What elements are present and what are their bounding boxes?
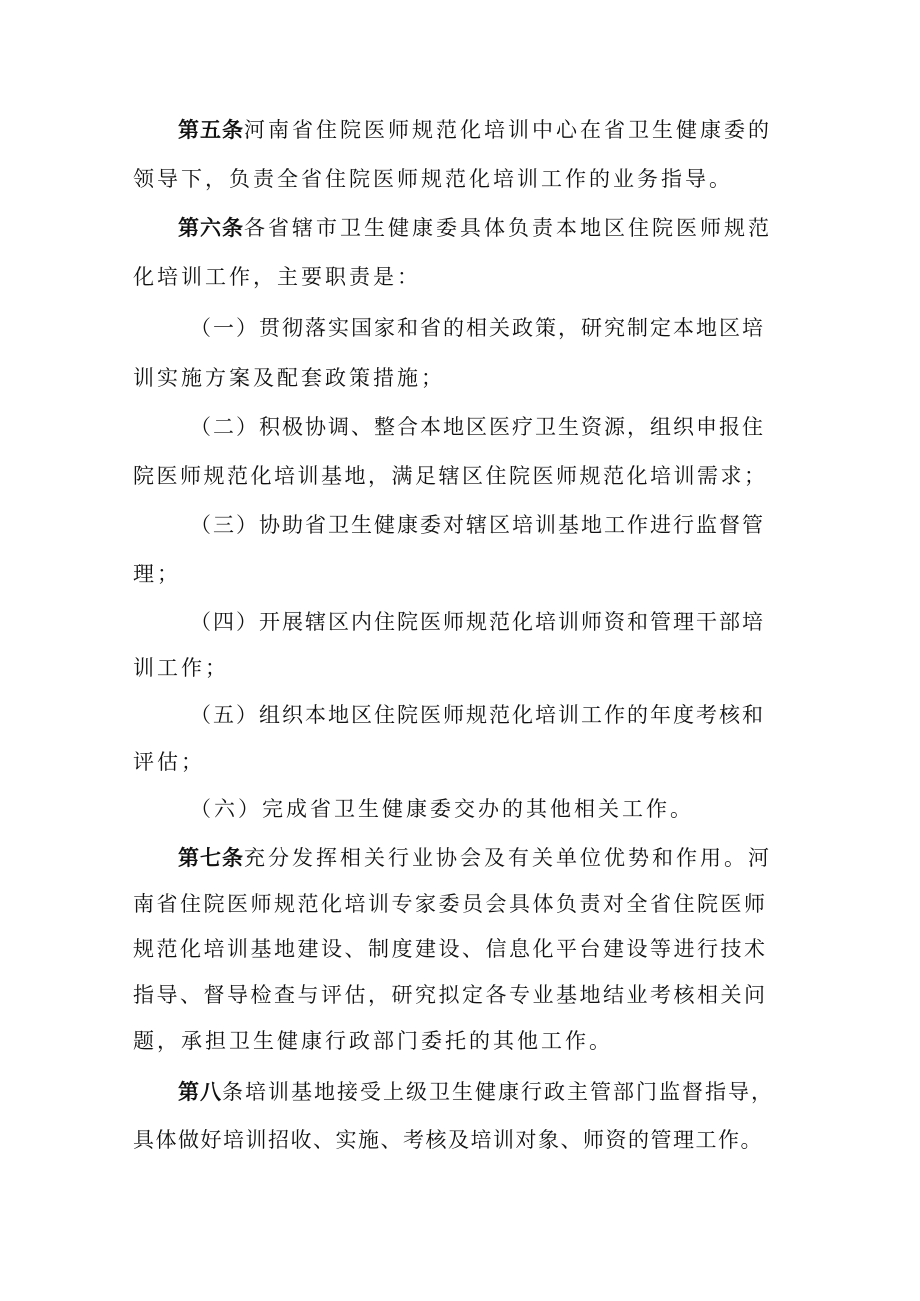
item-4-line-1: （四）开展辖区内住院医师规范化培训师资和管理干部培 (190, 610, 765, 634)
article-5-line-1: 第五条河南省住院医师规范化培训中心在省卫生健康委的 (178, 118, 772, 142)
item-3-line-1: （三）协助省卫生健康委对辖区培训基地工作进行监督管 (190, 513, 765, 537)
article-6-line-2: 化培训工作，主要职责是： (133, 265, 421, 289)
article-8-line-1: 第八条培训基地接受上级卫生健康行政主管部门监督指导， (178, 1080, 774, 1104)
item-6-line-1: （六）完成省卫生健康委交办的其他相关工作。 (190, 797, 694, 821)
article-7-line-4: 指导、督导检查与评估，研究拟定各专业基地结业考核相关问 (133, 983, 768, 1007)
article-7-line-1: 第七条充分发挥相关行业协会及有关单位优势和作用。河 (178, 846, 772, 870)
article-7-heading: 第七条 (178, 846, 244, 870)
item-1-line-2: 训实施方案及配套政策措施； (133, 366, 445, 390)
article-7-line-3: 规范化培训基地建设、制度建设、信息化平台建设等进行技术 (133, 937, 768, 961)
article-7-line-2: 南省住院医师规范化培训专家委员会具体负责对全省住院医师 (133, 892, 768, 916)
item-2-line-1: （二）积极协调、整合本地区医疗卫生资源，组织申报住 (190, 415, 765, 439)
article-8-heading: 第八 (178, 1080, 222, 1104)
article-6-heading: 第六条 (178, 216, 244, 240)
article-8-line-2: 具体做好培训招收、实施、考核及培训对象、师资的管理工作。 (133, 1128, 763, 1152)
article-5-line-2: 领导下，负责全省住院医师规范化培训工作的业务指导。 (133, 167, 733, 191)
article-7-line-5: 题，承担卫生健康行政部门委托的其他工作。 (133, 1029, 613, 1053)
item-3-line-2: 理； (133, 562, 181, 586)
item-5-line-1: （五）组织本地区住院医师规范化培训工作的年度考核和 (190, 703, 765, 727)
item-5-line-2: 评估； (133, 750, 205, 774)
article-5-heading: 第五条 (178, 118, 244, 142)
item-2-line-2: 院医师规范化培训基地，满足辖区住院医师规范化培训需求； (133, 464, 768, 488)
article-6-line-1: 第六条各省辖市卫生健康委具体负责本地区住院医师规范 (178, 216, 772, 240)
item-4-line-2: 训工作； (133, 656, 229, 680)
item-1-line-1: （一）贯彻落实国家和省的相关政策，研究制定本地区培 (190, 316, 765, 340)
